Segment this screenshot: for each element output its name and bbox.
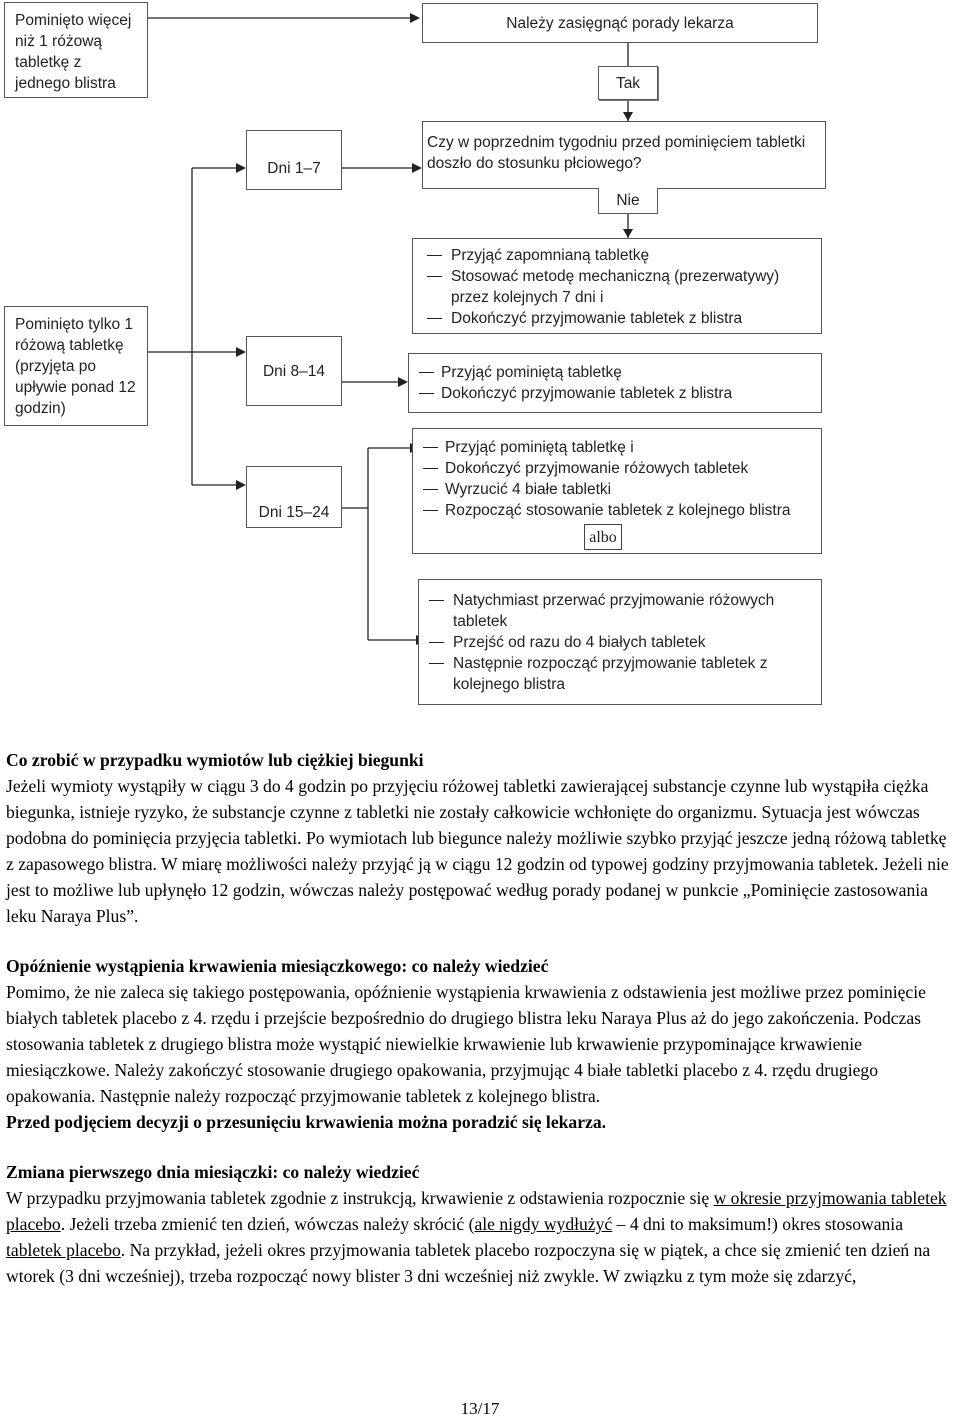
doctor-advice-text: Należy zasięgnąć porady lekarza [506,14,734,32]
leaflet-text [6,747,954,1313]
arrow-head [236,163,246,173]
no-actions-box [412,238,822,334]
list-item: Przejść od razu do 4 białych tabletek [423,632,811,653]
delay-section [6,953,954,1135]
change-day-section [6,1159,954,1289]
page-number: 13/17 [460,1399,500,1418]
list-item: Przyjąć pominiętą tabletkę i [417,437,813,458]
list-item: Dokończyć przyjmowanie tabletek z blistra [421,308,811,329]
day-label: Dni 1–7 [267,160,321,177]
day-label: Dni 8–14 [262,362,326,380]
section-body: Pomimo, że nie zaleca się takiego postępowania, opóźnienie wystąpienia krwawienia z odstawienia jest możliwe przez pominięcie białych tabletek placebo z 4. rzędu i przejście bezpośrednio do drugiego blistra leku Naraya Plus aż do jego zakończenia. Podczas stosowania tabletek z drugiego blistra może wystąpić niewielkie krwawienie lub krwawienie przypominające krwawienie miesiączkowe. Należy zakończyć stosowanie drugiego opakowania, przyjmując 4 białe tabletki placebo z 4. rzędu drugiego opakowania. Następnie należy rozpocząć przyjmowanie tabletek z kolejnego blistra. [6,982,926,1106]
arrow-head [236,480,246,490]
left-box-more-than-one [4,2,148,98]
list-item: Następnie rozpocząć przyjmowanie tabletek z kolejnego blistra [423,653,811,695]
list-item: Stosować metodę mechaniczną (prezerwatywy) przez kolejnych 7 dni i [421,266,811,308]
text-run: – 4 dni to maksimum!) okres stosowania [612,1214,904,1234]
arrow-head [412,163,422,173]
list-item: Natychmiast przerwać przyjmowanie różowych tabletek [423,590,811,632]
underlined-text: w okresie przyjmowania tabletek placebo [6,1188,947,1234]
left-box-text: Pominięto więcej niż 1 różową tabletkę z jednego blistra [15,12,132,92]
section-body: Jeżeli wymioty wystąpiły w ciągu 3 do 4 godzin po przyjęciu różowej tabletki zawierającej substancje czynne lub wystąpiła ciężka biegunka, istnieje ryzyko, że substancje czynne z tabletki nie zostały całkowicie wchłonięte do organizmu. Sytuacja jest wówczas podobna do pominięcia przyjęcia tabletki. Po wymiotach lub biegunce należy możliwie szybko przyjąć jeszcze jedną różową tabletkę z zapasowego blistra. W miarę możliwości należy przyjąć ją w ciągu 12 godzin od typowej godziny przyjmowania tabletek. Jeżeli nie jest to możliwe lub upłynęło 12 godzin, wówczas należy postępować według porady podanej w punkcie „Pominięcie zastosowania leku Naraya Plus”. [6,776,949,926]
doctor-advice-box [422,3,818,43]
list-item: Przyjąć zapomnianą tabletkę [421,245,811,266]
arrow-head [236,347,246,357]
section-heading: Zmiana pierwszego dnia miesiączki: co należy wiedzieć [6,1162,420,1182]
section-heading: Co zrobić w przypadku wymiotów lub ciężkiej biegunki [6,750,424,770]
text-run: . Jeżeli trzeba zmienić ten dzień, wówczas należy skrócić ( [60,1214,475,1234]
days-8-14-box [246,336,342,406]
option2-list [423,590,811,695]
days-8-14-actions-list [413,362,811,404]
no-actions-list [421,245,811,329]
list-item: Wyrzucić 4 białe tabletki [417,479,813,500]
yes-label-box [598,66,658,100]
list-item: Przyjąć pominiętą tabletkę [413,362,811,383]
text-run: . Na przykład, jeżeli okres przyjmowania tabletek placebo rozpoczyna się w piątek, a chce się zmienić ten dzień na wtorek (3 dni wcześniej), trzeba rozpocząć nowy blister 3 dni wcześniej niż zwykle. W związku z tym może się zdarzyć, [6,1240,931,1286]
vomiting-section [6,747,954,929]
day-label: Dni 15–24 [258,504,330,521]
days-1-7-box [246,130,342,190]
text-run: W przypadku przyjmowania tabletek zgodnie z instrukcją, krwawienie z odstawienia rozpocznie się [6,1188,714,1208]
or-label-box [584,524,622,550]
list-item: Dokończyć przyjmowanie różowych tabletek [417,458,813,479]
arrow-head [398,377,408,387]
question-box [422,121,826,189]
list-item: Rozpocząć stosowanie tabletek z kolejnego blistra [417,500,813,521]
days-15-24-box [246,466,342,528]
arrow-head [623,112,633,121]
no-label-box [598,188,658,214]
arrow-head [410,13,420,23]
or-label: albo [589,528,617,546]
question-text: Czy w poprzednim tygodniu przed pominięciem tabletki doszło do stosunku płciowego? [427,134,806,172]
no-label: Nie [616,192,640,209]
section-bold-note: Przed podjęciem decyzji o przesunięciu krwawienia można poradzić się lekarza. [6,1112,607,1132]
yes-label: Tak [615,74,641,92]
underlined-text: tabletek placebo [6,1240,121,1260]
section-heading: Opóźnienie wystąpienia krwawienia miesiączkowego: co należy wiedzieć [6,956,549,976]
option1-list [417,437,813,521]
section-body [6,1185,954,1289]
left-box-only-one [4,306,148,426]
list-item: Dokończyć przyjmowanie tabletek z blistra [413,383,811,404]
underlined-text: ale nigdy wydłużyć [474,1214,613,1234]
days-15-24-option2-box [418,579,822,705]
arrow-head [623,229,633,238]
left-box-text: Pominięto tylko 1 różową tabletkę (przyjęta po upływie ponad 12 godzin) [15,316,136,417]
days-8-14-actions-box [408,353,822,413]
